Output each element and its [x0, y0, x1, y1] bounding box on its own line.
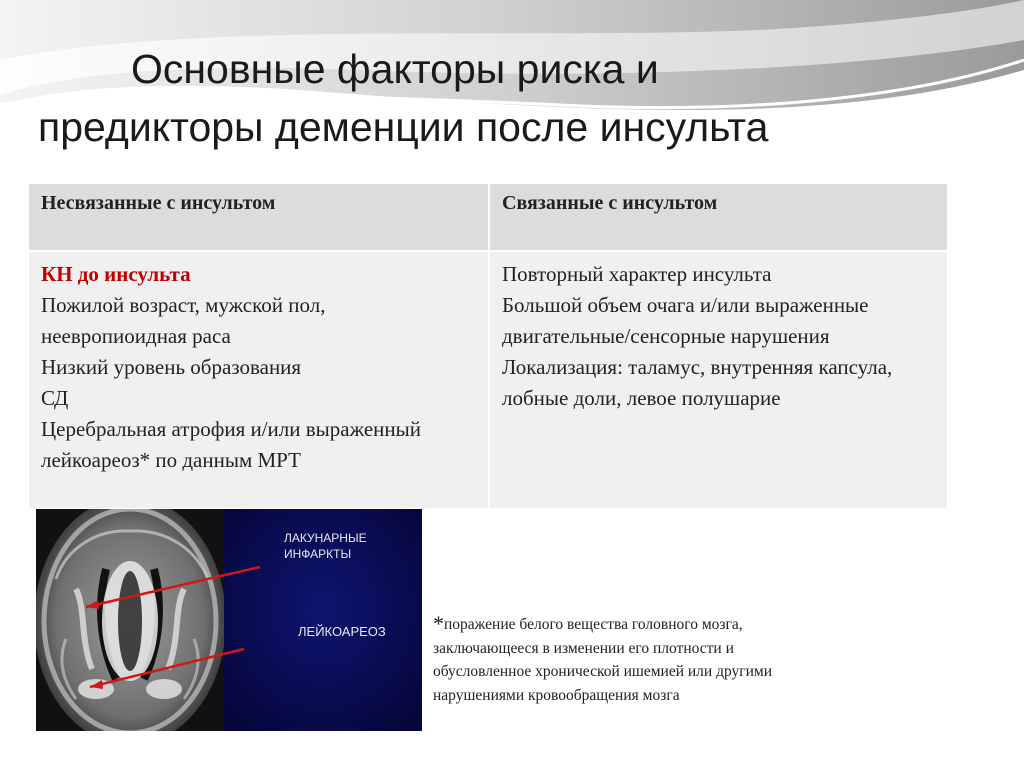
risk-factors-table	[27, 182, 949, 510]
list-item-lesion-volume: Большой объем очага и/или выраженные двигательные/сенсорные нарушения	[502, 293, 869, 348]
title-line-2: предикторы деменции после инсульта	[38, 104, 769, 150]
list-item-education: Низкий уровень образования	[41, 355, 302, 379]
list-item-recurrent-stroke: Повторный характер инсульта	[502, 262, 772, 286]
cell-unrelated-factors	[29, 252, 488, 508]
header-related: Связанные с инсультом	[490, 184, 947, 250]
footnote	[433, 612, 833, 707]
mri-brain-image	[36, 509, 226, 731]
list-item-age-sex-race: Пожилой возраст, мужской пол, неевропиоидная раса	[41, 293, 326, 348]
label-lacunar-line1: ЛАКУНАРНЫЕ	[284, 531, 367, 545]
list-item-diabetes: СД	[41, 386, 69, 410]
list-item-atrophy-leukoaraiosis: Церебральная атрофия и/или выраженный лейкоареоз* по данным МРТ	[41, 417, 421, 472]
footnote-text: поражение белого вещества головного мозга, заключающееся в изменении его плотности и обусловленное хронической ишемией или другими нарушениями кровообращения мозга	[433, 616, 773, 704]
list-item-localization: Локализация: таламус, внутренняя капсула, лобные доли, левое полушарие	[502, 355, 893, 410]
label-lacunar-line2: ИНФАРКТЫ	[284, 547, 352, 561]
table-row	[29, 252, 947, 508]
cell-related-factors	[490, 252, 947, 508]
label-leukoaraiosis: ЛЕЙКОАРЕОЗ	[298, 624, 386, 639]
slide-title	[38, 40, 998, 156]
table-header-row	[29, 184, 947, 250]
list-item-prestroke-cognitive-impairment: КН до инсульта	[41, 262, 191, 286]
mri-figure	[36, 509, 422, 731]
footnote-marker: *	[433, 611, 444, 636]
title-line-1: Основные факторы риска и	[131, 46, 659, 92]
header-unrelated: Несвязанные с инсультом	[29, 184, 488, 250]
